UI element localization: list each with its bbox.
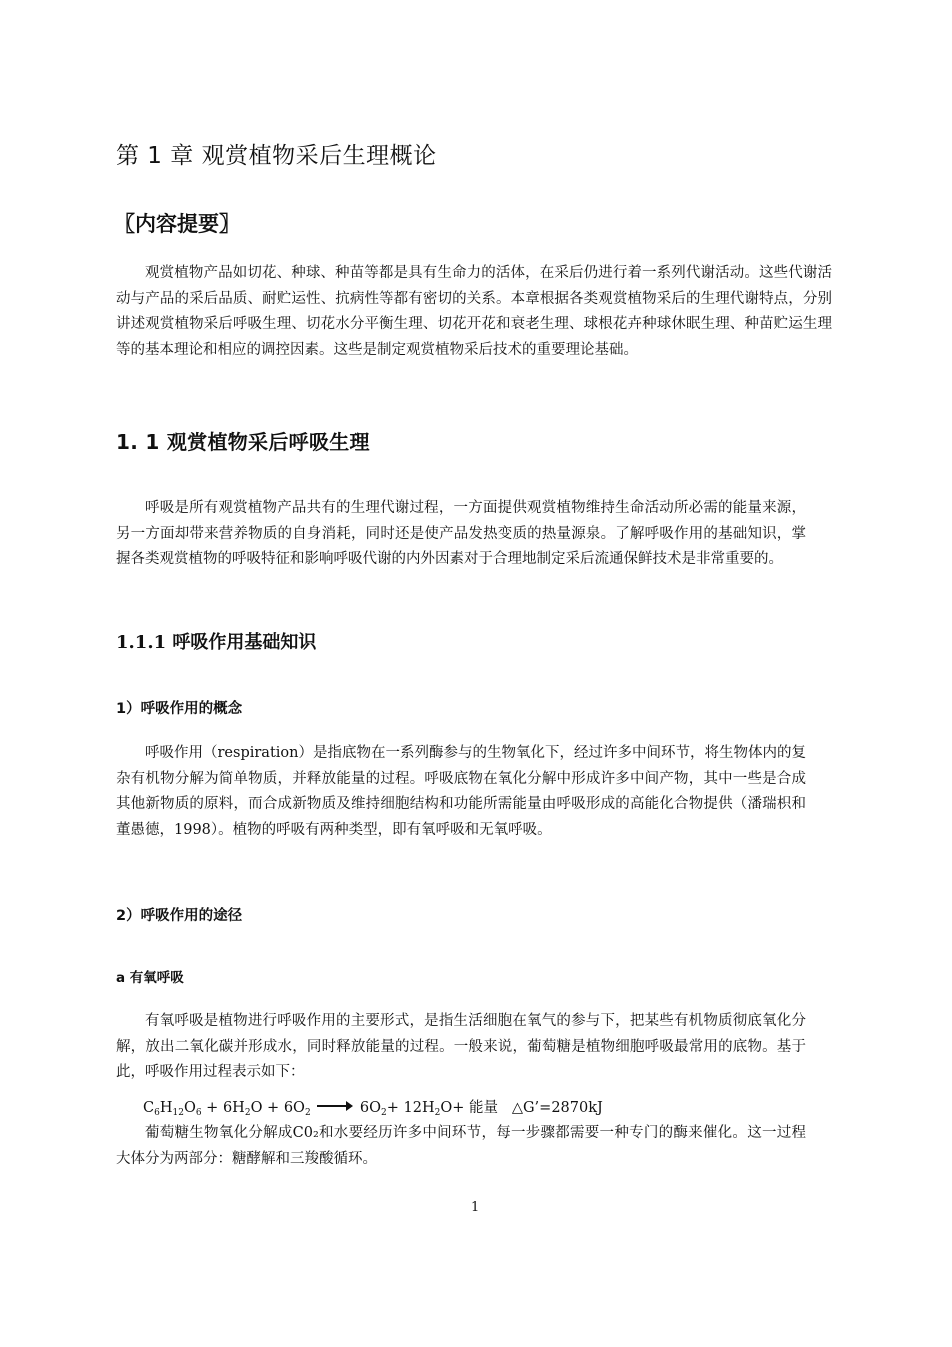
item-heading-pathway: 2）呼吸作用的途径 bbox=[116, 908, 243, 924]
section-number: 1.1.1 bbox=[116, 632, 167, 653]
section-title: 呼吸作用基础知识 bbox=[172, 632, 317, 653]
section-1-1-paragraph: 呼吸是所有观赏植物产品共有的生理代谢过程，一方面提供观赏植物维持生命活动所必需的能量来源，另一方面却带来营养物质的自身消耗，同时还是使产品发热变质的热量源泉。了解呼吸作用的基础知识，掌握各类观赏植物的呼吸特征和影响呼吸代谢的内外因素对于合理地制定采后流通保鲜技术是非常重要的。 bbox=[116, 500, 806, 568]
glycolysis-paragraph: 葡萄糖生物氧化分解成C0₂和水要经历许多中间环节，每一步骤都需要一种专门的酶来催化。这一过程大体分为两部分：糖酵解和三羧酸循环。 bbox=[116, 1125, 806, 1167]
abstract-paragraph: 观赏植物产品如切花、种球、种苗等都是具有生命力的活体，在采后仍进行着一系列代谢活动。这些代谢活动与产品的采后品质、耐贮运性、抗病性等都有密切的关系。本章根据各类观赏植物采后的生理代谢特点，分别讲述观赏植物采后呼吸生理、切花水分平衡生理、切花开花和衰老生理、球根花卉种球休眠生理、种苗贮运生理等的基本理论和相应的调控因素。这些是制定观赏植物采后技术的重要理论基础。 bbox=[116, 265, 832, 358]
respiration-equation: $C_6H_{12}O_6 + 6H_2O + 6O_2$ $6O_2+ 12H_2O+$ 能量 △G’=2870kJ bbox=[143, 1100, 603, 1118]
abstract-heading: 〖内容提要〗 bbox=[114, 212, 240, 236]
aerobic-paragraph: 有氧呼吸是植物进行呼吸作用的主要形式，是指生活细胞在氧气的参与下，把某些有机物质彻底氧化分解，放出二氧化碳并形成水，同时释放能量的过程。一般来说，葡萄糖是植物细胞呼吸最常用的底物。基于此，呼吸作用过程表示如下： bbox=[116, 1013, 806, 1081]
aerobic-heading: a 有氧呼吸 bbox=[116, 970, 184, 986]
section-heading-1-1: 1. 1 观赏植物采后呼吸生理 bbox=[116, 430, 370, 454]
section-heading-1-1-1 bbox=[116, 628, 316, 654]
reaction-arrow-icon bbox=[317, 1105, 351, 1107]
chapter-title: 第 1 章 观赏植物采后生理概论 bbox=[116, 143, 437, 169]
concept-paragraph: 呼吸作用（respiration）是指底物在一系列酶参与的生物氧化下，经过许多中间环节，将生物体内的复杂有机物分解为简单物质，并释放能量的过程。呼吸底物在氧化分解中形成许多中间产物，其中一些是合成其他新物质的原料，而合成新物质及维持细胞结构和功能所需能量由呼吸形成的高能化合物提供（潘瑞枳和董愚德，1998）。植物的呼吸有两种类型，即有氧呼吸和无氧呼吸。 bbox=[116, 745, 806, 838]
item-heading-concept: 1）呼吸作用的概念 bbox=[116, 701, 243, 717]
page-number: 1 bbox=[471, 1200, 480, 1215]
